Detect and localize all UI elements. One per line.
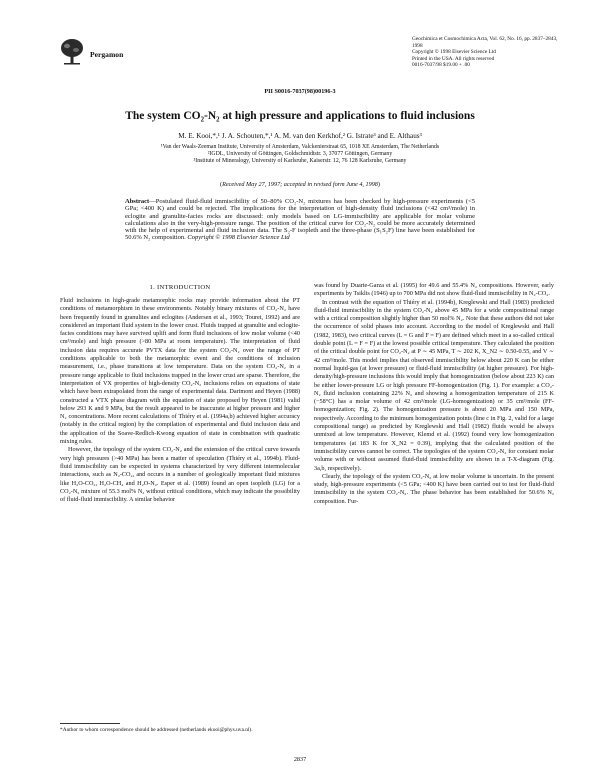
journal-line: Printed in the USA. All rights reserved xyxy=(412,55,495,62)
received-date: Received May 27, 1997; xyxy=(222,181,283,188)
body-paragraph: Clearly, the topology of the system CO₂-N₂ at low molar volume is uncertain. In the present study, high-pressure experiments (<5 GPa; <400 K) have been carried out to test for fluid-fluid immiscibility in the system CO₂-N₂. The phase behavior has been established for 50.6% N₂ composition. Fur- xyxy=(314,472,554,505)
copyright-notice: Copyright © 1998 Elsevier Science Ltd xyxy=(187,234,290,242)
submission-dates: (Received May 27, 1997; accepted in revised form June 4, 1998) xyxy=(220,181,380,188)
author-list: M. E. Kooi,*,¹ J. A. Schouten,*,¹ A. M. van den Kerkhof,² G. Istrate³ and E. Althaus³ xyxy=(178,132,422,140)
corresponding-author-footnote: *Author to whom correspondence should be addressed (netherlands ekooi@phys.uva.nl). xyxy=(60,727,253,733)
accepted-date: accepted in revised form June 4, 1998 xyxy=(283,181,378,188)
abstract-label: Abstract xyxy=(125,198,150,205)
page-number: 2837 xyxy=(293,756,307,763)
journal-line: Copyright © 1998 Elsevier Science Ltd xyxy=(412,49,496,56)
pergamon-tree-logo-icon xyxy=(58,38,86,66)
body-paragraph: In contrast with the equation of Thiéry et al. (1994b), Kreglewski and Hall (1983) predicted fluid-fluid immiscibility in the system CO₂-N₂ above 45 MPa for a wide compositional range with a critical composition slightly higher than 50 mol% N₂. Note that these authors did not take the occurrence of solid phases into account. According to the model of Kreglewski and Hall (1982, 1983), two critical curves (L = G and F = F) are defined which meet in a so-called critical double point (L = F = F) at the lowest possible critical temperature. They calculated the position of the critical double point for CO₂-N₂ at P ∼ 45 MPa, T ∼ 202 K, X_N2 ∼ 0.50-0.55, and V ∼ 42 cm³/mole. This model implies that observed immiscibility below about 220 K can be either normal liquid-gas (at lower pressure) or fluid-fluid immiscibility (at higher pressure). For high-density/high-pressure inclusions this would imply that homogenization (below about 223 K) can be either lower-pressure LG or high pressure FF-homogenization (Fig. 1). For example: a CO₂-N₂ fluid inclusion containing 22% N₂ and showing a homogenization temperature of 215 K (−58°C) has a molar volume of 42 cm³/mole (LG-homogenization) or 35 cm³/mole (FF-homogenization; Fig. 2). The homogenization pressure is about 20 MPa and 150 MPa, respectively. According to the minimum homogenization points (line c in Fig. 2, valid for a large compositional range) as predicted by Kreglewski and Hall (1982) fluids would be always unmixed at low temperature. However, Klemd et al. (1992) found very low homogenization temperatures (at 183 K for X_N2 = 0.39), implying that the calculated position of the immiscibility curves cannot be correct. The topologies of the system CO₂-N₂ for constant molar volume with or without assumed fluid-fluid immiscibility are shown in a T-X-diagram (Fig. 3a,b, respectively). xyxy=(314,298,554,472)
body-paragraph: However, the topology of the system CO₂-N₂ and the extension of the critical curve towards very high pressures (>40 MPa) has been a matter of speculation (Thiéry et al., 1994b). Fluid-fluid immiscibility can be expected in systems characterized by very different intermolecular interactions, such as N₂-CO₂, and occurs in a number of geologically important fluid mixtures like H₂O-CO₂, H₂O-CH₄ and H₂O-N₂. Esper et al. (1989) found an open isopleth (LG) for a CO₂-N₂ mixture of 55.3 mol% N₂ without critical conditions, which may indicate the possibility of fluid-fluid immiscibility. A similar behavior xyxy=(60,446,300,504)
publisher-name: Pergamon xyxy=(90,50,124,59)
left-column xyxy=(60,297,300,663)
paper-title: The system CO₂-N₂ at high pressure and applications to fluid inclusions xyxy=(125,110,475,122)
abstract-text: —Postulated fluid-fluid immiscibility of 50–80% CO₂-N₂ mixtures has been checked by high-pressure experiments (<5 GPa; <400 K) and could be rejected. The implications for the interpretation of high-density fluid inclusions (<42 cm³/mole) in eclogite and granulite-facies rocks are discussed: only models based on LG-immiscibility are applicable for molar volume calculations also in the very-high-pressure range. The position of the critical curve for CO₂-N₂ could be more accurately determined with the help of experimental and fluid inclusion data. The S₂-F isopleth and the three-phase (S₁S₂F) line have been established for 50.6% N₂ composition. xyxy=(125,198,475,242)
right-column xyxy=(314,282,554,752)
affiliation: ²IGDL, University of Göttingen, Goldschmidtstr. 3, 37077 Göttingen, Germany xyxy=(207,151,393,158)
journal-line: Geochimica et Cosmochimica Acta, Vol. 62, No. 16, pp. 2837–2843, 1998 xyxy=(412,36,558,49)
affiliations xyxy=(70,144,530,165)
pii-identifier: PII S0016-7037(98)00196-3 xyxy=(264,88,336,95)
body-paragraph: Fluid inclusions in high-grade metamorphic rocks may provide information about the PT conditions of metamorphism in these environments. Notably binary mixtures of CO₂-N₂ have been frequently found in granulites and eclogites (Andersen et al., 1993; Touret, 1992) and are considered an important fluid system in the lower crust. Fluids trapped at granulite and eclogite-facies conditions may have survived uplift and form fluid inclusions of low molar volume (<40 cm³/mole) and high pressure (>80 MPa at room temperature). The interpretation of fluid inclusion data requires accurate PVTX data for the system CO₂-N₂ over the range of PT conditions applicable to both the metamorphic event and the conditions of inclusion measurement, i.e., phase transitions at low temperature. Data on the system CO₂-N₂ in a pressure range applicable to fluid inclusions trapped in the lower crust are sparse. Therefore, the interpretation of VX properties of high-density CO₂-N₂ inclusions relies on equations of state which have been extrapolated from the range of experimental data. Darimont and Heyen (1988) constructed a VTX phase diagram with the equation of state proposed by Heyen (1981) valid below 293 K and 9 MPa, but the result appeared to be inaccurate at higher pressure and higher N₂ concentrations. More recent calculations of Thiéry et al. (1994a,b) achieved higher accuracy (notably in the critical region) by the compilation of experimental and fluid inclusion data and the application of the Soave-Redlich-Kwong equation of state in combination with quadratic mixing rules. xyxy=(60,297,300,446)
journal-info xyxy=(412,36,562,69)
section-heading: 1. INTRODUCTION xyxy=(149,284,211,291)
body-paragraph: was found by Duarte-Garza et al. (1995) for 49.6 and 55.4% N₂ compositions. However, early experiments by Tsiklis (1946) up to 700 MPa did not show fluid-fluid immiscibility in N₂-CO₂. xyxy=(314,282,554,298)
affiliation: ³Institute of Mineralogy, University of Karlsruhe, Kaiserstr. 12, 76 128 Karlsruhe, Germany xyxy=(193,158,407,165)
abstract xyxy=(125,198,475,242)
footnote-divider xyxy=(60,723,120,724)
journal-line: 0016-7037/98 $19.00 + .00 xyxy=(412,62,470,69)
affiliation: ¹Van der Waals-Zeeman Institute, University of Amsterdam, Valckenierstraat 65, 1018 XE Amsterdam, The Netherlands xyxy=(160,144,440,150)
